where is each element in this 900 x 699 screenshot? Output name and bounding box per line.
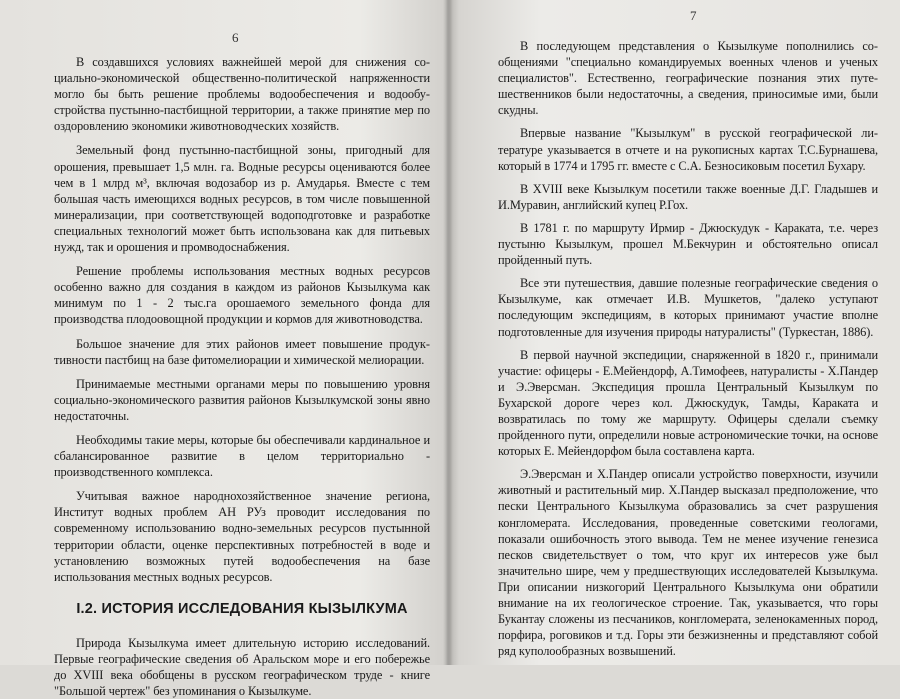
right-body	[498, 38, 878, 659]
page-number-right: 7	[690, 8, 697, 23]
paragraph: Принимаемые местными органами меры по повышению уровня социально-экономического развития районов Кызылкумской зоны явно недостаточны.	[54, 376, 430, 423]
paragraph: Необходимы такие меры, которые бы обеспечивали кардинальное и сбалансированное развитие в целом территориально - производственного комплекса.	[54, 432, 430, 480]
right-page	[452, 0, 900, 665]
page-number-left: 6	[232, 30, 239, 45]
paragraph: Впервые название "Кызылкум" в русской географической литературе указывается в отчете и на рукописных картах Т.С.Бурнашева, который в 1774 и 1795 гг. вместе с С.А. Безносиковым посетил Бухару.	[498, 126, 878, 173]
paragraph: Земельный фонд пустынно-пастбищной зоны, пригодный для орошения, превышает 1,5 млн. га. Водные ресурсы оцениваются более чем в 1 млрд м³, включая водозабор из р. Амударья. Вместе с тем большая часть имеющихся водных ресурсов, в том числе повышенной минерализации, при соответствующей водоподготовке и разработке специальных технологий может быть использована как для питьевых нужд, так и орошения и промводоснабжения.	[54, 143, 430, 255]
paragraph: В создавшихся условиях важнейшей мерой для снижения социально-экономической общественно-политической напряженности могло бы быть решение проблемы водообеспечения и водообустройства пустынно-пастбищной территории, а также принятие мер по оздоровлению экономики животноводческих хозяйств.	[54, 55, 430, 134]
paragraph: В первой научной экспедиции, снаряженной в 1820 г., принимали участие: офицеры - Е.Мейендорф, А.Тимофеев, натуралисты - Х.Пандер и Э.Эверсман. Экспедиция прошла Центральный Кызылкум по Бухарской дороге через кол. Джюскудук, Тамды, Караката и возвратилась по тому же маршруту. Офицеры сделали съемку пройденного пути, определили новые астрономические точки, на основе которых Е. Мейендорфом была составлена карта.	[498, 347, 878, 459]
paragraph: Учитывая важное народнохозяйственное значение региона, Институт водных проблем АН РУз проводит исследования по современному использованию водно-земельных ресурсов пустынной территории области, оценке перспективных потребностей в воде и установлению возможных путей водообеспечения на базе использования местных водных ресурсов.	[54, 489, 430, 584]
paragraph: В XVIII веке Кызылкум посетили также военные Д.Г. Гладышев и И.Муравин, английский купец Р.Гох.	[498, 181, 878, 212]
paragraph: В последующем представления о Кызылкуме пополнились сообщениями "специально командируемых военных членов и ученых специалистов". Естественно, географические познания этих путешественников были недостаточны, а сведения, приносимые ими, были скудны.	[498, 39, 878, 118]
left-body-after	[54, 635, 430, 699]
paragraph: Э.Эверсман и Х.Пандер описали устройство поверхности, изучили животный и растительный мир. Х.Пандер высказал предположение, что пески Центрального Кызылкума образовались за счет разрушения конгломерата. Исследования, проведенные советскими геологами, показали ошибочность этого вывода. Тем не менее изучение генезиса песков свидетельствует о том, что круг их интересов уже был значительно шире, чем у предшествующих исследователей Кызылкума. При описании низкогорий Центрального Кызылкума они обратили внимание на их геологическое строение. Так, указывается, что горы Букантау сложены из песчаников, конгломерата, зеленокаменных пород, порфира, роговиков и т.д. Горы эти безжизненны и представляют собой ряд куполообразных возвышений.	[498, 467, 878, 659]
left-page	[0, 0, 448, 699]
paragraph: Решение проблемы использования местных водных ресурсов особенно важно для создания в каждом из районов Кызылкума как минимум по 1 - 2 тыс.га орошаемого земельного фонда для производства плодоовощной продукции и кормов для животноводства.	[54, 264, 430, 327]
paragraph: В 1781 г. по маршруту Ирмир - Джюскудук - Караката, т.е. через пустыню Кызылкум, прошел М.Бекчурин и обстоятельно описал пройденный путь.	[498, 220, 878, 268]
left-body-before	[54, 54, 430, 585]
paragraph: Большое значение для этих районов имеет повышение продуктивности пастбищ на базе фитомелиорации и химической мелиорации.	[54, 336, 430, 367]
paragraph: Природа Кызылкума имеет длительную историю исследований. Первые географические сведения об Аральском море и его побережье до XVIII века обобщены в русском географическом труде - книге "Большой чертеж" без упоминания о Кызылкуме.	[54, 635, 430, 699]
paragraph: Все эти путешествия, давшие полезные географические сведения о Кызылкуме, как отмечает И.В. Мушкетов, "далеко уступают последующим экспедициям, в которых принимают участие вполне подготовленные для изучения природы натуралисты" (Туркестан, 1886).	[498, 276, 878, 339]
section-heading: I.2. ИСТОРИЯ ИССЛЕДОВАНИЯ КЫЗЫЛКУМА	[76, 600, 408, 617]
